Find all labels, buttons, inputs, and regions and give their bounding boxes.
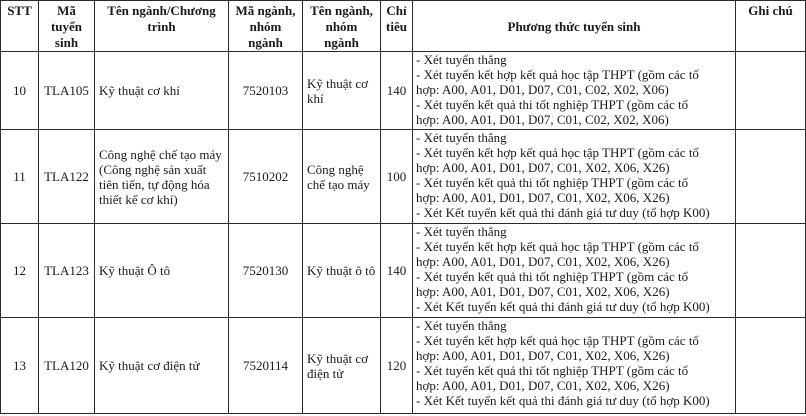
method-line: - Xét tuyển thẳng [416,224,507,239]
method-line: - Xét tuyển kết hợp kết quả học tập THPT (gồm các tổ [416,145,699,160]
cell-chi-tieu: 140 [381,224,413,318]
header-phuong-thuc: Phương thức tuyển sinh [413,1,736,52]
cell-ten-nhom: Kỹ thuật cơ khí [303,52,381,130]
header-ma-nganh: Mã ngành, nhóm ngành [229,1,303,52]
method-line: hợp: A00, A01, D01, D07, C01, X02, X06, X26) [416,160,670,175]
cell-ghi-chu [736,52,806,130]
header-chi-tieu: Chỉ tiêu [381,1,413,52]
cell-ghi-chu [736,318,806,414]
method-line: - Xét Kết tuyển kết quả thi đánh giá tư duy (tổ hợp K00) [416,393,710,408]
method-line: - Xét tuyển kết quả thi tốt nghiệp THPT (gồm các tổ [416,97,689,112]
cell-ghi-chu [736,130,806,224]
cell-ma-nganh: 7520103 [229,52,303,130]
cell-ghi-chu [736,224,806,318]
method-line: - Xét tuyển kết hợp kết quả học tập THPT (gồm các tổ [416,67,699,82]
cell-ma-tuyen-sinh: TLA122 [39,130,95,224]
method-line: - Xét tuyển thẳng [416,130,507,145]
header-ghi-chu: Ghi chú [736,1,806,52]
cell-stt: 10 [1,52,39,130]
cell-stt: 11 [1,130,39,224]
method-line: hợp: A00, A01, D01, D07, C01, X02, X06, X26) [416,190,670,205]
cell-chi-tieu: 100 [381,130,413,224]
cell-stt: 12 [1,224,39,318]
method-line: - Xét tuyển kết hợp kết quả học tập THPT (gồm các tổ [416,239,699,254]
header-row [1,1,806,52]
cell-ten-nganh: Kỹ thuật Ô tô [95,224,229,318]
method-line: - Xét tuyển thẳng [416,318,507,333]
header-ten-nganh: Tên ngành/Chương trình [95,1,229,52]
cell-ten-nhom: Kỹ thuật cơ điện tử [303,318,381,414]
cell-chi-tieu: 120 [381,318,413,414]
cell-ma-tuyen-sinh: TLA123 [39,224,95,318]
method-line: - Xét tuyển kết quả thi tốt nghiệp THPT (gồm các tổ [416,175,689,190]
header-ma-tuyen-sinh: Mã tuyển sinh [39,1,95,52]
cell-ten-nhom: Công nghệ chế tạo máy [303,130,381,224]
method-line: hợp: A00, A01, D01, D07, C01, X02, X06, X26) [416,378,670,393]
method-line: - Xét Kết tuyển kết quả thi đánh giá tư duy (tổ hợp K00) [416,205,710,220]
cell-ma-nganh: 7520130 [229,224,303,318]
method-line: hợp: A00, A01, D01, D07, C01, C02, X02, X06) [416,82,669,97]
cell-phuong-thuc [413,130,736,224]
table-row [1,318,806,414]
method-line: hợp: A00, A01, D01, D07, C01, X02, X06, X26) [416,348,670,363]
method-line: - Xét tuyển thẳng [416,52,507,67]
header-ten-nhom: Tên ngành, nhóm ngành [303,1,381,52]
cell-chi-tieu: 140 [381,52,413,130]
cell-phuong-thuc [413,318,736,414]
cell-ten-nhom: Kỹ thuật ô tô [303,224,381,318]
method-line: hợp: A00, A01, D01, D07, C01, C02, X02, X06) [416,112,669,127]
method-line: - Xét tuyển kết quả thi tốt nghiệp THPT (gồm các tổ [416,363,689,378]
cell-ten-nganh: Kỹ thuật cơ điện tử [95,318,229,414]
method-line: - Xét Kết tuyển kết quả thi đánh giá tư duy (tổ hợp K00) [416,299,710,314]
cell-phuong-thuc [413,224,736,318]
cell-ma-tuyen-sinh: TLA120 [39,318,95,414]
cell-ten-nganh: Kỹ thuật cơ khí [95,52,229,130]
cell-stt: 13 [1,318,39,414]
cell-ma-tuyen-sinh: TLA105 [39,52,95,130]
header-stt: STT [1,1,39,52]
cell-phuong-thuc [413,52,736,130]
cell-ma-nganh: 7510202 [229,130,303,224]
method-line: - Xét tuyển kết hợp kết quả học tập THPT (gồm các tổ [416,333,699,348]
cell-ten-nganh: Công nghệ chế tạo máy (Công nghệ sản xuất tiên tiến, tự động hóa thiết kế cơ khí) [95,130,229,224]
method-line: hợp: A00, A01, D01, D07, C01, X02, X06, X26) [416,254,670,269]
method-line: hợp: A00, A01, D01, D07, C01, X02, X06, X26) [416,284,670,299]
method-line: - Xét tuyển kết quả thi tốt nghiệp THPT (gồm các tổ [416,269,689,284]
table-row [1,130,806,224]
table-row [1,52,806,130]
cell-ma-nganh: 7520114 [229,318,303,414]
table-row [1,224,806,318]
